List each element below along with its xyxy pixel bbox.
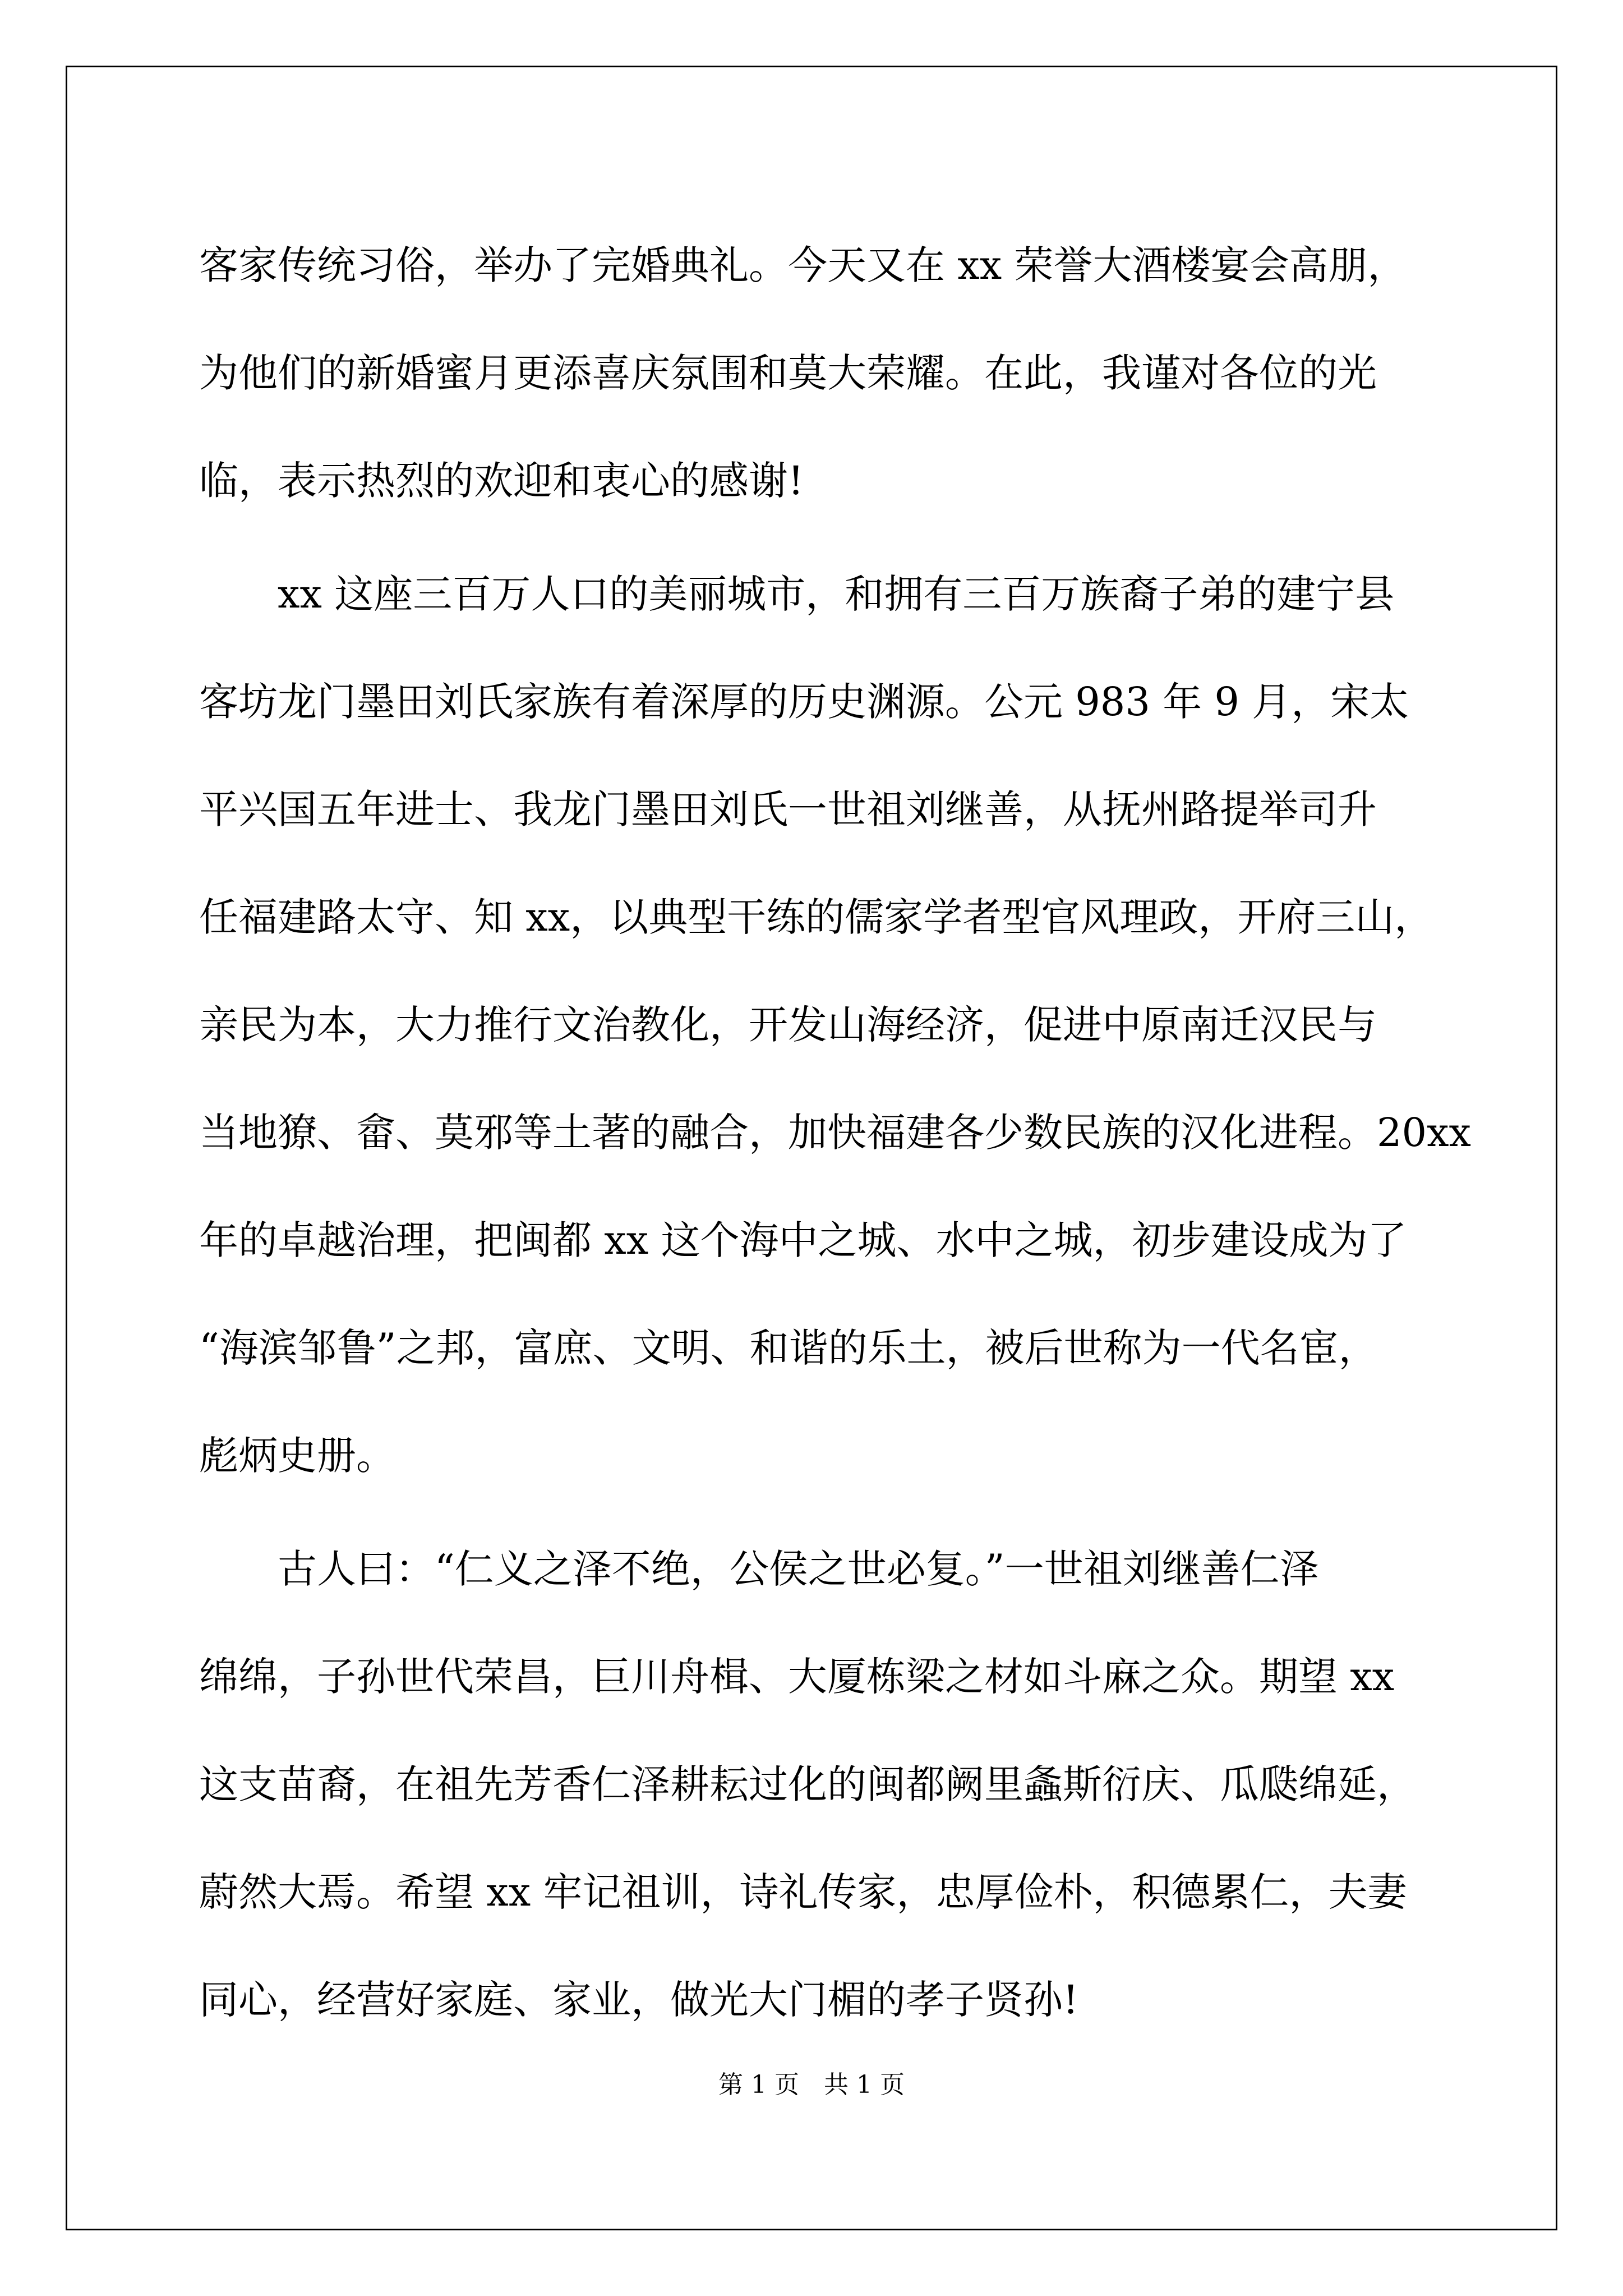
text-line: 平兴国五年进士、我龙门墨田刘氏一世祖刘继善，从抚州路提举司升: [199, 786, 1377, 832]
text-line: 古人曰：“仁义之泽不绝，公侯之世必复。”一世祖刘继善仁泽: [278, 1546, 1319, 1592]
document-body: [199, 211, 1472, 2054]
text-line: 彪炳史册。: [199, 1433, 395, 1479]
paragraph-1: [199, 211, 1436, 535]
paragraph-3: [199, 1515, 1436, 2054]
paragraph-gap: [199, 1510, 1436, 1515]
text-line: 这支苗裔，在祖先芳香仁泽耕耘过化的闽都阙里螽斯衍庆、瓜瓞绵延，: [199, 1761, 1416, 1807]
text-line: 当地獠、畲、莫邪等土著的融合，加快福建各少数民族的汉化进程。20xx: [199, 1110, 1472, 1156]
text-line: 为他们的新婚蜜月更添喜庆氛围和莫大荣耀。在此，我谨对各位的光: [199, 350, 1377, 396]
text-line: 任福建路太守、知 xx，以典型干练的儒家学者型官风理政，开府三山，: [199, 894, 1434, 940]
text-line: 客家传统习俗，举办了完婚典礼。今天又在 xx 荣誉大酒楼宴会高朋，: [199, 242, 1407, 288]
page-footer: 第 1 页 共 1 页: [718, 2070, 905, 2099]
text-line: 同心，经营好家庭、家业，做光大门楣的孝子贤孙!: [199, 1977, 1079, 2023]
text-line: “海滨邹鲁”之邦，富庶、文明、和谐的乐土，被后世称为一代名宦，: [199, 1325, 1378, 1371]
text-line: 蔚然大焉。希望 xx 牢记祖训，诗礼传家，忠厚俭朴，积德累仁，夫妻: [199, 1869, 1407, 1915]
paragraph-gap: [199, 535, 1436, 540]
text-line: 绵绵，子孙世代荣昌，巨川舟楫、大厦栋梁之材如斗麻之众。期望 xx: [199, 1654, 1395, 1700]
paragraph-2: [199, 540, 1472, 1510]
text-line: 年的卓越治理，把闽都 xx 这个海中之城、水中之城，初步建设成为了: [199, 1217, 1407, 1263]
text-line: 临，表示热烈的欢迎和衷心的感谢!: [199, 458, 804, 504]
text-line: 客坊龙门墨田刘氏家族有着深厚的历史渊源。公元 983 年 9 月，宋太: [199, 679, 1409, 725]
text-line: xx 这座三百万人口的美丽城市，和拥有三百万族裔子弟的建宁县: [278, 571, 1395, 617]
text-line: 亲民为本，大力推行文治教化，开发山海经济，促进中原南迁汉民与: [199, 1002, 1377, 1048]
